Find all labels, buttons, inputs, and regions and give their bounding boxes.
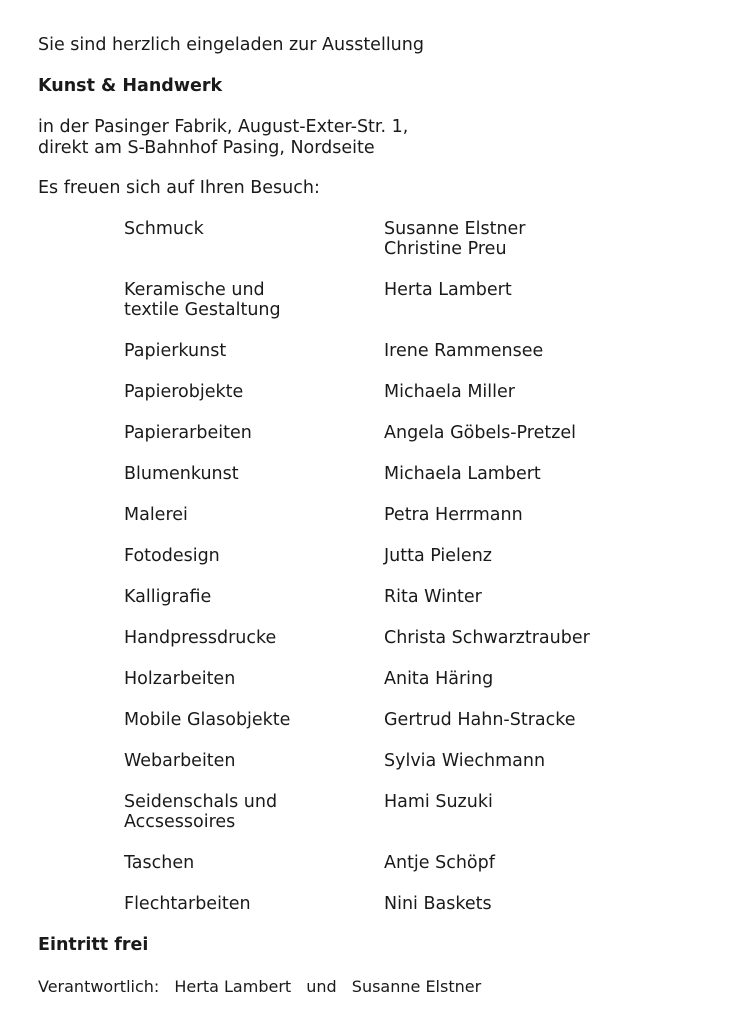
list-item bbox=[124, 751, 684, 771]
list-item bbox=[124, 382, 684, 402]
responsible-person-2: Susanne Elstner bbox=[351, 977, 482, 996]
craft-label: Papierkunst bbox=[124, 341, 227, 361]
admission-text: Eintritt frei bbox=[38, 935, 149, 955]
responsible-label: Verantwortlich: bbox=[38, 977, 160, 996]
craft-label: Handpressdrucke bbox=[124, 628, 277, 648]
craft-category bbox=[124, 894, 384, 914]
artist-name: Sylvia Wiechmann bbox=[384, 751, 546, 771]
craft-category bbox=[124, 669, 384, 689]
craft-category bbox=[124, 382, 384, 402]
craft-label: Webarbeiten bbox=[124, 751, 236, 771]
craft-label: Accsessoires bbox=[124, 812, 236, 832]
artist-name: Michaela Lambert bbox=[384, 464, 541, 484]
craft-category bbox=[124, 710, 384, 730]
artist-names bbox=[384, 853, 684, 873]
craft-label: textile Gestaltung bbox=[124, 300, 281, 320]
craft-category bbox=[124, 853, 384, 873]
artist-name: Gertrud Hahn-Stracke bbox=[384, 710, 576, 730]
craft-label: Blumenkunst bbox=[124, 464, 239, 484]
responsible-footer bbox=[38, 977, 481, 997]
craft-label: Flechtarbeiten bbox=[124, 894, 251, 914]
artist-name: Petra Herrmann bbox=[384, 505, 523, 525]
artist-names bbox=[384, 792, 684, 832]
greeting-text: Es freuen sich auf Ihren Besuch: bbox=[38, 178, 320, 198]
intro-text: Sie sind herzlich eingeladen zur Ausstellung bbox=[38, 35, 424, 55]
craft-category bbox=[124, 341, 384, 361]
craft-category bbox=[124, 792, 384, 832]
craft-category bbox=[124, 505, 384, 525]
artist-name: Anita Häring bbox=[384, 669, 494, 689]
artist-names bbox=[384, 423, 684, 443]
artist-name: Rita Winter bbox=[384, 587, 482, 607]
artist-name: Michaela Miller bbox=[384, 382, 515, 402]
artist-names bbox=[384, 382, 684, 402]
artist-name: Christine Preu bbox=[384, 239, 507, 259]
craft-label: Seidenschals und bbox=[124, 792, 278, 812]
responsible-conjunction: und bbox=[306, 977, 337, 996]
artist-name: Nini Baskets bbox=[384, 894, 492, 914]
craft-label: Kalligrafie bbox=[124, 587, 212, 607]
artist-names bbox=[384, 751, 684, 771]
artist-names bbox=[384, 280, 684, 320]
artist-name: Christa Schwarztrauber bbox=[384, 628, 590, 648]
craft-category bbox=[124, 219, 384, 259]
list-item bbox=[124, 423, 684, 443]
list-item bbox=[124, 464, 684, 484]
craft-category bbox=[124, 751, 384, 771]
craft-category bbox=[124, 423, 384, 443]
craft-category bbox=[124, 628, 384, 648]
craft-label: Papierobjekte bbox=[124, 382, 244, 402]
craft-category bbox=[124, 546, 384, 566]
list-item bbox=[124, 219, 684, 259]
list-item bbox=[124, 587, 684, 607]
artist-names bbox=[384, 341, 684, 361]
list-item bbox=[124, 628, 684, 648]
list-item bbox=[124, 505, 684, 525]
list-item bbox=[124, 894, 684, 914]
artist-names bbox=[384, 669, 684, 689]
artist-name: Irene Rammensee bbox=[384, 341, 544, 361]
craft-label: Keramische und bbox=[124, 280, 265, 300]
artist-names bbox=[384, 219, 684, 259]
artist-names bbox=[384, 546, 684, 566]
list-item bbox=[124, 853, 684, 873]
exhibitor-list bbox=[124, 219, 684, 935]
artist-name: Hami Suzuki bbox=[384, 792, 493, 812]
craft-label: Mobile Glasobjekte bbox=[124, 710, 291, 730]
artist-name: Herta Lambert bbox=[384, 280, 512, 300]
craft-label: Papierarbeiten bbox=[124, 423, 252, 443]
location-line-1: in der Pasinger Fabrik, August-Exter-Str. 1, bbox=[38, 117, 409, 137]
location-line-2: direkt am S-Bahnhof Pasing, Nordseite bbox=[38, 138, 375, 158]
artist-names bbox=[384, 628, 684, 648]
artist-name: Antje Schöpf bbox=[384, 853, 495, 873]
list-item bbox=[124, 341, 684, 361]
craft-category bbox=[124, 587, 384, 607]
craft-label: Malerei bbox=[124, 505, 188, 525]
craft-label: Taschen bbox=[124, 853, 195, 873]
artist-name: Jutta Pielenz bbox=[384, 546, 492, 566]
list-item bbox=[124, 710, 684, 730]
list-item bbox=[124, 792, 684, 832]
artist-names bbox=[384, 894, 684, 914]
craft-label: Holzarbeiten bbox=[124, 669, 236, 689]
artist-name: Angela Göbels-Pretzel bbox=[384, 423, 577, 443]
responsible-person-1: Herta Lambert bbox=[174, 977, 292, 996]
artist-name: Susanne Elstner bbox=[384, 219, 526, 239]
craft-label: Schmuck bbox=[124, 219, 204, 239]
list-item bbox=[124, 280, 684, 320]
artist-names bbox=[384, 505, 684, 525]
artist-names bbox=[384, 587, 684, 607]
list-item bbox=[124, 546, 684, 566]
craft-label: Fotodesign bbox=[124, 546, 220, 566]
craft-category bbox=[124, 464, 384, 484]
artist-names bbox=[384, 710, 684, 730]
exhibition-title: Kunst & Handwerk bbox=[38, 76, 223, 96]
list-item bbox=[124, 669, 684, 689]
artist-names bbox=[384, 464, 684, 484]
craft-category bbox=[124, 280, 384, 320]
